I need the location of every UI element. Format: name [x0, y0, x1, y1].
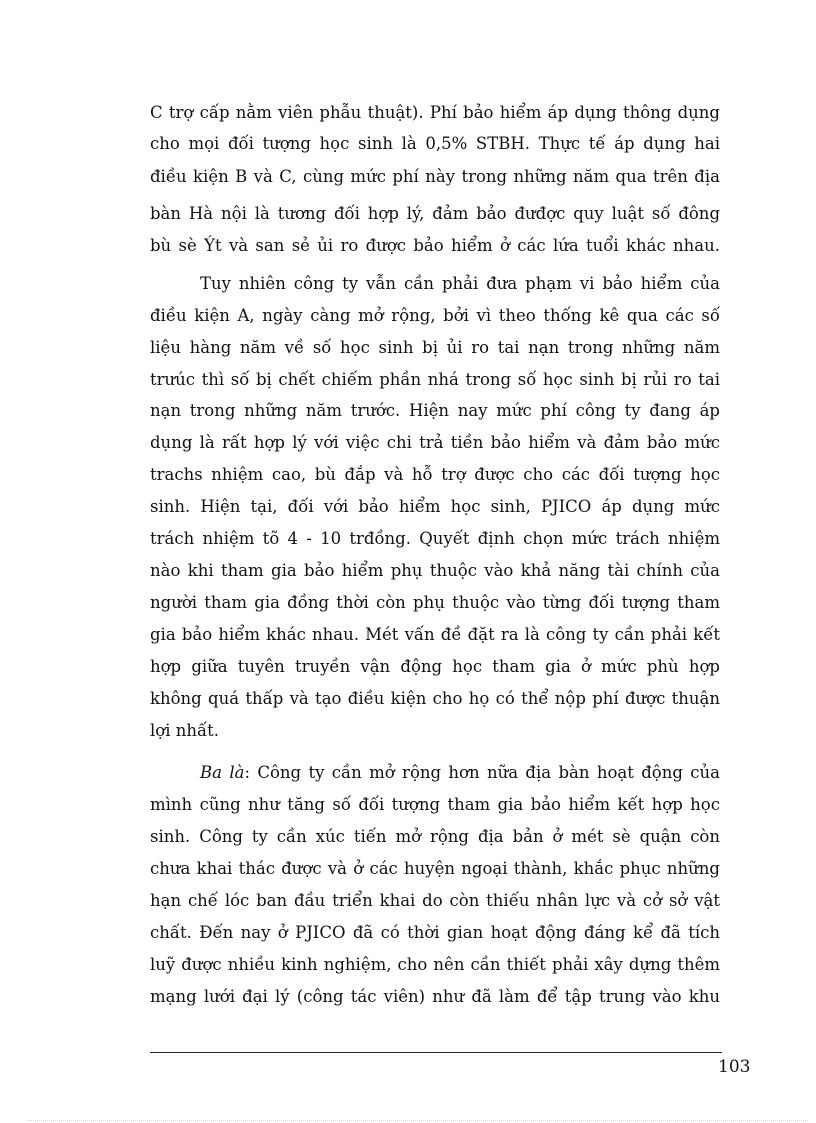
- text-line: điều kiện B và C, cùng mức phí này trong những năm qua trên địa: [150, 167, 720, 186]
- text-line: chưa khai thác được và ở các huyện ngoại thành, khắc phục những: [150, 859, 720, 878]
- text-line: liệu hàng năm về số học sinh bị ủi ro tai nạn trong những năm: [150, 338, 720, 357]
- text-line: điều kiện A, ngày càng mở rộng, bởi vì theo thống kê qua các số: [150, 306, 720, 325]
- text-line: nạn trong những năm trước. Hiện nay mức phí công ty đang áp: [150, 401, 720, 420]
- text-line: bàn Hà nội là tương đối hợp lý, đảm bảo đưđợc quy luật số đông: [150, 204, 720, 223]
- italic-lead: Ba là: [200, 763, 245, 782]
- text-line: dụng là rất hợp lý với việc chi trả tiền bảo hiểm và đảm bảo mức: [150, 433, 720, 452]
- text-line: hạn chế lóc ban đầu triển khai do còn thiếu nhân lực và cở sở vật: [150, 891, 720, 910]
- text-line: trachs nhiệm cao, bù đắp và hỗ trợ được cho các đối tượng học: [150, 465, 720, 484]
- text-line-lead: [200, 760, 720, 786]
- text-line: không quá thấp và tạo điều kiện cho họ có thể nộp phí được thuận: [150, 689, 720, 708]
- text-line: Tuy nhiên công ty vẫn cần phải đưa phạm vi bảo hiểm của: [200, 274, 720, 293]
- text-line: hợp giữa tuyên truyền vận động học tham gia ở mức phù hợp: [150, 657, 720, 676]
- page-number: 103: [718, 1057, 751, 1077]
- lead-rest: : Công ty cần mở rộng hơn nữa địa bàn hoạt động của: [244, 763, 720, 782]
- text-line: chất. Đến nay ở PJICO đã có thời gian hoạt động đáng kể đã tích: [150, 923, 720, 942]
- text-line: cho mọi đối tượng học sinh là 0,5% STBH. Thực tế áp dụng hai: [150, 134, 720, 153]
- text-line: sinh. Công ty cần xúc tiến mở rộng địa bản ở mét sè quận còn: [150, 827, 720, 846]
- text-line: mạng lưới đại lý (công tác viên) như đã làm để tập trung vào khu: [150, 987, 720, 1006]
- text-line: nào khi tham gia bảo hiểm phụ thuộc vào khả năng tài chính của: [150, 561, 720, 580]
- bottom-dotted-edge: [28, 1120, 808, 1121]
- text-line: trưúc thì số bị chết chiếm phần nhá trong số học sinh bị rủi ro tai: [150, 370, 720, 389]
- text-line: lợi nhất.: [150, 721, 219, 740]
- text-line: luỹ được nhiều kinh nghiệm, cho nên cần thiết phải xây dựng thêm: [150, 955, 720, 974]
- text-line: C trợ cấp nằm viên phẫu thuật). Phí bảo hiểm áp dụng thông dụng: [150, 103, 720, 122]
- text-line: bù sè Ýt và san sẻ ủi ro được bảo hiểm ở các lứa tuổi khác nhau.: [150, 236, 720, 255]
- text-line: sinh. Hiện tại, đối với bảo hiểm học sinh, PJICO áp dụng mức: [150, 497, 720, 516]
- text-line: trách nhiệm tõ 4 - 10 trđồng. Quyết định chọn mức trách nhiệm: [150, 529, 720, 548]
- text-line: gia bảo hiểm khác nhau. Mét vấn đề đặt ra là công ty cần phải kết: [150, 625, 720, 644]
- text-line: người tham gia đồng thời còn phụ thuộc vào từng đối tượng tham: [150, 593, 720, 612]
- text-line: mình cũng như tăng số đối tượng tham gia bảo hiểm kết hợp học: [150, 795, 720, 814]
- footer-rule: [150, 1052, 722, 1053]
